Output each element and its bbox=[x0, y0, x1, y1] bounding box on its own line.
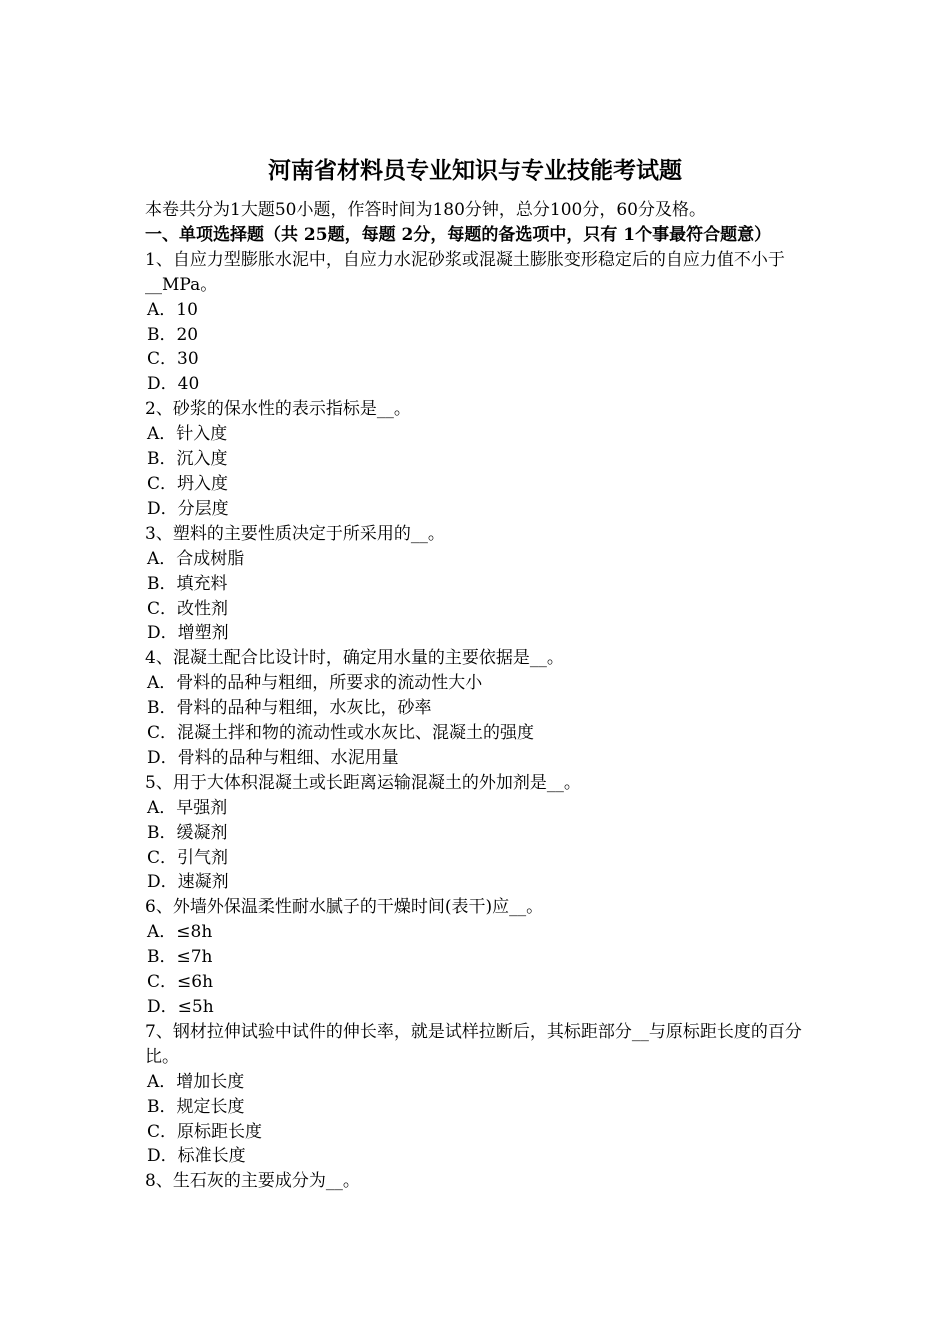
question-text: 1、自应力型膨胀水泥中，自应力水泥砂浆或混凝土膨胀变形稳定后的自应力值不小于__MPa。 bbox=[145, 249, 785, 295]
section-heading: 一、单项选择题（共 25题，每题 2分，每题的备选项中，只有 1个事最符合题意） bbox=[145, 224, 772, 245]
option-c: C．引气剂 bbox=[147, 847, 229, 868]
option-b: B．规定长度 bbox=[147, 1096, 245, 1117]
option-c: C．≤6h bbox=[147, 972, 214, 993]
option-b: B．沉入度 bbox=[147, 449, 228, 470]
option-a: A．骨料的品种与粗细，所要求的流动性大小 bbox=[147, 673, 483, 694]
question-1 bbox=[145, 248, 815, 397]
document-title: 河南省材料员专业知识与专业技能考试题 bbox=[268, 157, 682, 184]
question-text: 6、外墙外保温柔性耐水腻子的干燥时间(表干)应__。 bbox=[145, 897, 544, 918]
option-d: D．≤5h bbox=[147, 997, 214, 1017]
option-a: A．增加长度 bbox=[147, 1071, 245, 1092]
option-d: D．增塑剂 bbox=[147, 623, 229, 644]
option-b: B．填充料 bbox=[147, 573, 228, 594]
option-d: D．速凝剂 bbox=[147, 872, 229, 893]
option-b: B．骨料的品种与粗细，水灰比，砂率 bbox=[147, 698, 432, 719]
exam-intro: 本卷共分为1大题50小题，作答时间为180分钟，总分100分，60分及格。 bbox=[145, 200, 706, 220]
question-text: 7、钢材拉伸试验中试件的伸长率，就是试样拉断后，其标距部分__与原标距长度的百分比。 bbox=[145, 1021, 802, 1067]
question-2 bbox=[145, 397, 815, 522]
question-6 bbox=[145, 895, 815, 1020]
question-list bbox=[145, 248, 815, 1194]
option-c: C．坍入度 bbox=[147, 473, 229, 494]
question-3 bbox=[145, 522, 815, 647]
question-5 bbox=[145, 771, 815, 896]
option-a: A．合成树脂 bbox=[147, 548, 245, 569]
option-a: A．≤8h bbox=[147, 922, 213, 943]
question-7 bbox=[145, 1020, 815, 1169]
question-8 bbox=[145, 1169, 815, 1194]
option-b: B．20 bbox=[147, 324, 199, 345]
question-text: 5、用于大体积混凝土或长距离运输混凝土的外加剂是__。 bbox=[145, 772, 581, 793]
option-d: D．标准长度 bbox=[147, 1146, 246, 1167]
option-a: A．针入度 bbox=[147, 424, 228, 445]
question-text: 2、砂浆的保水性的表示指标是__。 bbox=[145, 399, 411, 420]
option-d: D．骨料的品种与粗细、水泥用量 bbox=[147, 747, 399, 768]
option-a: A．早强剂 bbox=[147, 797, 228, 818]
option-c: C．30 bbox=[147, 349, 199, 370]
document-page bbox=[145, 152, 815, 1194]
option-c: C．原标距长度 bbox=[147, 1121, 263, 1142]
question-text: 3、塑料的主要性质决定于所采用的__。 bbox=[145, 523, 445, 544]
option-c: C．混凝土拌和物的流动性或水灰比、混凝土的强度 bbox=[147, 723, 535, 744]
option-b: B．≤7h bbox=[147, 947, 213, 968]
question-4 bbox=[145, 646, 815, 771]
option-c: C．改性剂 bbox=[147, 598, 229, 619]
question-text: 4、混凝土配合比设计时，确定用水量的主要依据是__。 bbox=[145, 648, 564, 669]
option-b: B．缓凝剂 bbox=[147, 822, 228, 843]
option-a: A．10 bbox=[147, 299, 198, 320]
option-d: D．40 bbox=[147, 374, 200, 395]
option-d: D．分层度 bbox=[147, 498, 229, 519]
question-text: 8、生石灰的主要成分为__。 bbox=[145, 1171, 360, 1192]
